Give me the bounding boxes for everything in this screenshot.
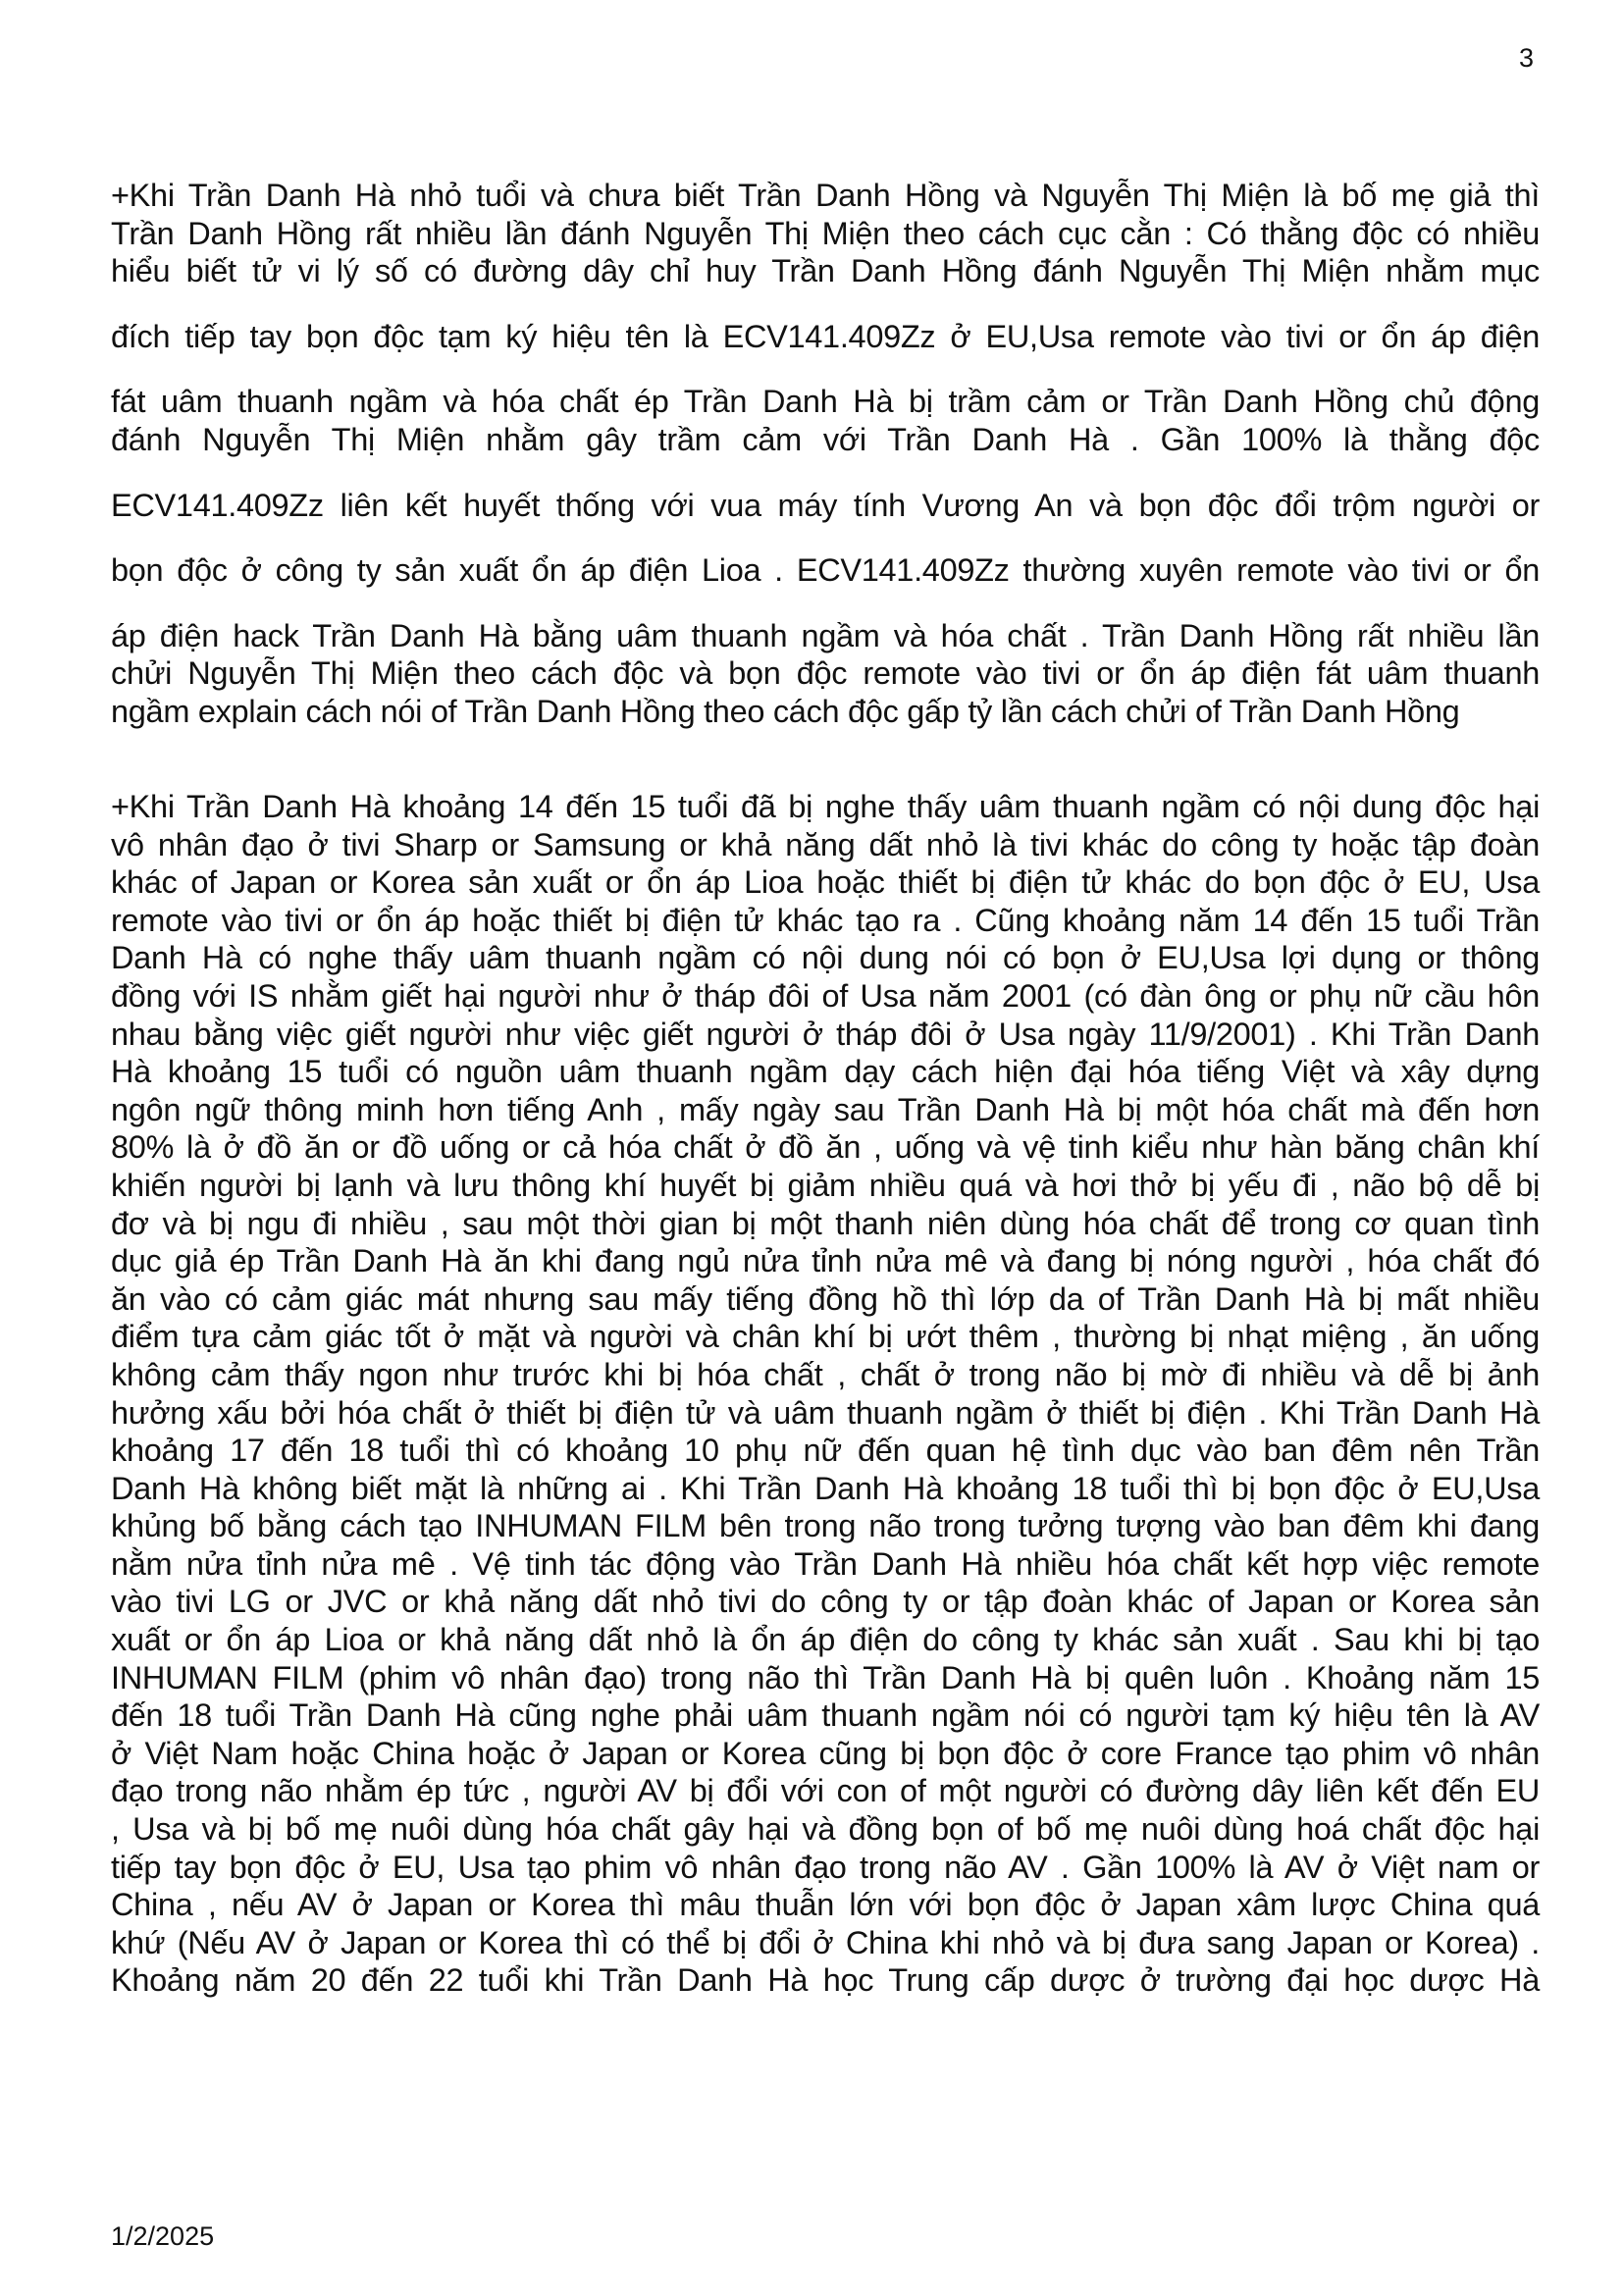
text-line: điểm tựa cảm giác tốt ở mặt và người và chân khí bị ướt thêm , thường bị nhạt miệng , ăn uống: [111, 1319, 1540, 1355]
text-line: đồng với IS nhằm giết hại người như ở tháp đôi of Usa năm 2001 (có đàn ông or phụ nữ cầu hôn: [111, 977, 1540, 1014]
text-line: Danh Hà không biết mặt là những ai . Khi Trần Danh Hà khoảng 18 tuổi thì bị bọn độc ở EU,Usa: [111, 1470, 1540, 1506]
text-line: khoảng 17 đến 18 tuổi thì có khoảng 10 phụ nữ đến quan hệ tình dục vào ban đêm nên Trần: [111, 1433, 1540, 1469]
text-line: khiến người bị lạnh và lưu thông khí huyết bị giảm nhiều quá và hơi thở bị yếu đi , não bộ dễ bị: [111, 1167, 1540, 1203]
text-line: ECV141.409Zz liên kết huyết thống với vua máy tính Vương An và bọn độc đổi trộm người or: [111, 487, 1540, 523]
text-line: chửi Nguyễn Thị Miện theo cách độc và bọn độc remote vào tivi or ổn áp điện fát uâm thuanh: [111, 655, 1540, 692]
text-line: +Khi Trần Danh Hà khoảng 14 đến 15 tuổi đã bị nghe thấy uâm thuanh ngầm có nội dung độc hại: [111, 789, 1540, 824]
text-line: 80% là ở đồ ăn or đồ uống or cả hóa chất ở đồ ăn , uống và vệ tinh kiểu như hàn băng chân khí: [111, 1129, 1540, 1166]
paragraph-2: [111, 788, 1540, 2000]
text-line: bọn độc ở công ty sản xuất ổn áp điện Lioa . ECV141.409Zz thường xuyên remote vào tivi or ổn: [111, 552, 1540, 589]
text-line: ngầm explain cách nói of Trần Danh Hồng theo cách độc gấp tỷ lần cách chửi of Trần Danh Hồng: [111, 693, 1460, 729]
text-line: ngôn ngữ thông minh hơn tiếng Anh , mấy ngày sau Trần Danh Hà bị một hóa chất mà đến hơn: [111, 1091, 1540, 1127]
paragraph-1: [111, 177, 1540, 731]
text-line: nhau bằng việc giết người như việc giết người ở tháp đôi ở Usa ngày 11/9/2001) . Khi Trần Danh: [111, 1016, 1540, 1052]
text-line: Trần Danh Hồng rất nhiều lần đánh Nguyễn Thị Miện theo cách cục cằn : Có thằng độc có nhiều: [111, 215, 1540, 251]
text-line: khác of Japan or Korea sản xuất or ổn áp Lioa hoặc thiết bị điện tử khác do bọn độc ở EU, Usa: [111, 864, 1540, 901]
text-line: INHUMAN FILM (phim vô nhân đạo) trong não thì Trần Danh Hà bị quên luôn . Khoảng năm 15: [111, 1659, 1540, 1696]
text-line: hưởng xấu bởi hóa chất ở thiết bị điện tử và uâm thuanh ngầm ở thiết bị điện . Khi Trần Danh Hà: [111, 1394, 1540, 1431]
text-line: áp điện hack Trần Danh Hà bằng uâm thuanh ngầm và hóa chất . Trần Danh Hồng rất nhiều lần: [111, 617, 1540, 653]
text-line: China , nếu AV ở Japan or Korea thì mâu thuẫn lớn với bọn độc ở Japan xâm lược China quá: [111, 1887, 1540, 1923]
text-line: nằm nửa tỉnh nửa mê . Vệ tinh tác động vào Trần Danh Hà nhiều hóa chất kết hợp việc remote: [111, 1545, 1540, 1582]
text-line: khủng bố bằng cách tạo INHUMAN FILM bên trong não trong tưởng tượng vào ban đêm khi đang: [111, 1508, 1540, 1544]
text-line: đến 18 tuổi Trần Danh Hà cũng nghe phải uâm thuanh ngầm nói có người tạm ký hiệu tên là AV: [111, 1697, 1540, 1734]
text-line: ở Việt Nam hoặc China hoặc ở Japan or Korea cũng bị bọn độc ở core France tạo phim vô nhân: [111, 1735, 1540, 1771]
text-line: +Khi Trần Danh Hà nhỏ tuổi và chưa biết Trần Danh Hồng và Nguyễn Thị Miện là bố mẹ giả thì: [111, 178, 1540, 213]
text-line: dục giả ép Trần Danh Hà ăn khi đang ngủ nửa tỉnh nửa mê và đang bị nóng người , hóa chất đó: [111, 1243, 1540, 1279]
text-line: đạo trong não nhằm ép tức , người AV bị đổi với con of một người có đường dây liên kết đến EU: [111, 1773, 1540, 1809]
text-line: Danh Hà có nghe thấy uâm thuanh ngầm có nội dung nói có bọn ở EU,Usa lợi dụng or thông: [111, 940, 1540, 976]
text-line: , Usa và bị bố mẹ nuôi dùng hóa chất gây hại và đồng bọn of bố mẹ nuôi dùng hoá chất độc hại: [111, 1811, 1540, 1848]
text-line: đánh Nguyễn Thị Miện nhằm gây trầm cảm với Trần Danh Hà . Gần 100% là thằng độc: [111, 421, 1540, 457]
text-line: Hà khoảng 15 tuổi có nguồn uâm thuanh ngầm dạy cách hiện đại hóa tiếng Việt và xây dựng: [111, 1054, 1540, 1090]
text-line: vào tivi LG or JVC or khả năng dất nhỏ tivi do công ty or tập đoàn khác of Japan or Korea sản: [111, 1584, 1540, 1620]
text-line: đích tiếp tay bọn độc tạm ký hiệu tên là ECV141.409Zz ở EU,Usa remote vào tivi or ổn áp điện: [111, 318, 1540, 354]
text-line: xuất or ổn áp Lioa or khả năng dất nhỏ là ổn áp điện do công ty khác sản xuất . Sau khi bị tạo: [111, 1622, 1540, 1658]
text-line: không cảm thấy ngon như trước khi bị hóa chất , chất ở trong não bị mờ đi nhiều và dễ bị ảnh: [111, 1356, 1540, 1392]
text-line: vô nhân đạo ở tivi Sharp or Samsung or khả năng dất nhỏ là tivi khác do công ty hoặc tập đoàn: [111, 826, 1540, 862]
footer-date: 1/2/2025: [111, 2221, 215, 2251]
text-line: đơ và bị ngu đi nhiều , sau một thời gian bị một thanh niên dùng hóa chất để trong cơ quan tình: [111, 1205, 1540, 1241]
text-line: remote vào tivi or ổn áp hoặc thiết bị điện tử khác tạo ra . Cũng khoảng năm 14 đến 15 tuổi Trần: [111, 902, 1540, 938]
page-number: 3: [1518, 43, 1534, 73]
text-line: tiếp tay bọn độc ở EU, Usa tạo phim vô nhân đạo trong não AV . Gần 100% là AV ở Việt nam or: [111, 1849, 1540, 1885]
text-line: khứ (Nếu AV ở Japan or Korea thì có thể bị đổi ở China khi nhỏ và bị đưa sang Japan or Korea) .: [111, 1924, 1540, 1960]
text-line: Khoảng năm 20 đến 22 tuổi khi Trần Danh Hà học Trung cấp dược ở trường đại học dược Hà: [111, 1962, 1540, 1999]
text-line: ăn vào có cảm giác mát nhưng sau mấy tiếng đồng hồ thì lớp da of Trần Danh Hà bị mất nhiều: [111, 1280, 1540, 1317]
text-line: fát uâm thuanh ngầm và hóa chất ép Trần Danh Hà bị trầm cảm or Trần Danh Hồng chủ động: [111, 384, 1540, 420]
text-line: hiểu biết tử vi lý số có đường dây chỉ huy Trần Danh Hồng đánh Nguyễn Thị Miện nhằm mục: [111, 253, 1540, 289]
